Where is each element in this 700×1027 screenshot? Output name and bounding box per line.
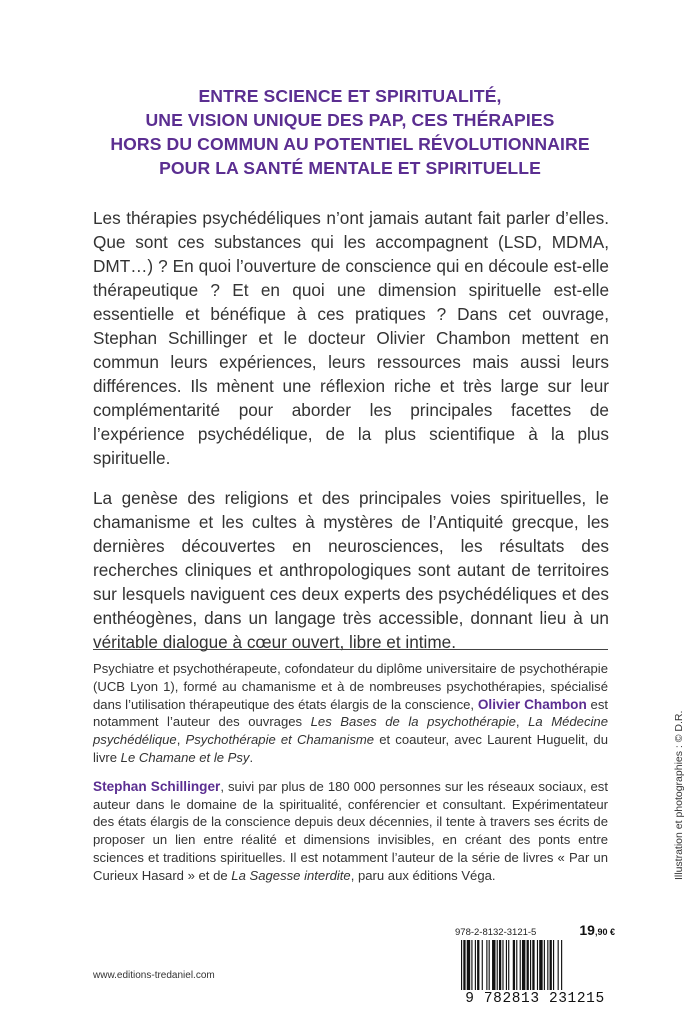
- barcode-bar: [482, 940, 483, 990]
- barcode-bar: [553, 940, 554, 990]
- book-title: La Sagesse interdite: [231, 867, 351, 883]
- isbn-price-row: [455, 922, 615, 938]
- synopsis-paragraph: Les thérapies psychédéliques n’ont jamais autant fait parler d’elles. Que sont ces substances qui les accompagnent (LSD, MDMA, DMT…) ? En quoi l’ouverture de conscience qui en découle est-elle thérapeutique ? Et en quoi une dimension spirituelle est-elle essentielle et bénéfique à ces pratiques ? Dans cet ouvrage, Stephan Schillinger et le docteur Olivier Chambon mettent en commun leurs expériences, leurs ressources mais aussi leurs différences. Ils mènent une réflexion riche et très large sur leur complémentarité pour aborder les principales facettes de l’expérience psychédélique, de la plus scientifique à la plus spirituelle.: [93, 208, 609, 468]
- barcode-bar: [532, 940, 534, 990]
- barcode-bar: [497, 940, 498, 990]
- price: 19,90 €: [579, 922, 615, 938]
- book-title: Psychothérapie et Chamanisme: [185, 732, 375, 748]
- isbn: 978-2-8132-3121-5: [455, 927, 537, 938]
- barcode-bar: [550, 940, 552, 990]
- author-bio-stephan-schillinger: Stephan Schillinger, suivi par plus de 180 000 personnes sur les réseaux sociaux, est auteur dans le domaine de la spiritualité, conférencier et consultant. Expérimentateur des états élargis de la conscience depuis deux décennies, il tente à travers ses écrits de proposer un lien entre réalité et dimensions invisibles, en créant des ponts entre sciences et traditions spirituelles. Il est notamment l’auteur de la série de livres « Par un Curieux Hasard » et de La Sagesse interdite, paru aux éditions Véga.: [93, 778, 608, 883]
- barcode-bar: [539, 940, 542, 990]
- barcode-bar: [492, 940, 495, 990]
- author-name: Olivier Chambon: [477, 696, 587, 712]
- barcode-bar: [502, 940, 503, 990]
- barcode-bar: [486, 940, 487, 990]
- section-divider: [93, 649, 608, 650]
- barcode-digits: 9 782813 231215: [455, 990, 615, 1008]
- barcode-bar: [499, 940, 501, 990]
- barcode-bar: [537, 940, 538, 990]
- heading-line: ENTRE SCIENCE ET SPIRITUALITÉ,: [198, 86, 502, 106]
- barcode-bar: [547, 940, 548, 990]
- barcode-bar: [530, 940, 531, 990]
- barcode-bar: [477, 940, 479, 990]
- book-title: La Médecine psychédélique: [93, 714, 608, 748]
- barcode-bar: [527, 940, 529, 990]
- author-bios: [93, 660, 608, 896]
- barcode-bar: [467, 940, 470, 990]
- author-bio-olivier-chambon: Psychiatre et psychothérapeute, cofondateur du diplôme universitaire de psychothérapie (UCB Lyon 1), formé au chamanisme et à de nombreuses psychothérapies, spécialisé dans l’utilisation thérapeutique des états élargis de la conscience, Olivier Chambon est notamment l’auteur des ouvrages Les Bases de la psychothérapie, La Médecine psychédélique, Psychothérapie et Chamanisme et coauteur, avec Laurent Huguelit, du livre Le Chamane et le Psy.: [93, 661, 609, 765]
- barcode-bar: [544, 940, 545, 990]
- barcode-bar: [475, 940, 476, 990]
- barcode-bar: [558, 940, 559, 990]
- synopsis: [93, 206, 609, 670]
- barcode-bar: [506, 940, 507, 990]
- barcode-bar: [489, 940, 490, 990]
- author-name: Stephan Schillinger: [93, 778, 221, 794]
- heading-line: HORS DU COMMUN AU POTENTIEL RÉVOLUTIONNAIRE: [110, 134, 590, 154]
- barcode-bar: [508, 940, 509, 990]
- barcode-bar: [520, 940, 521, 990]
- book-title: Le Chamane et le Psy: [120, 749, 250, 765]
- barcode-bar: [516, 940, 517, 990]
- back-cover-heading: [60, 84, 640, 180]
- publisher-website: www.editions-tredaniel.com: [93, 970, 215, 981]
- book-title: Les Bases de la psychothérapie: [310, 714, 516, 730]
- barcode-bar: [471, 940, 472, 990]
- barcode-bar: [522, 940, 525, 990]
- heading-line: UNE VISION UNIQUE DES PAP, CES THÉRAPIES: [145, 110, 555, 130]
- synopsis-paragraph: La genèse des religions et des principales voies spirituelles, le chamanisme et les cultes à mystères de l’Antiquité grecque, les dernières découvertes en neurosciences, les résultats des recherches cliniques et anthropologiques sont autant de territoires sur lesquels naviguent ces deux experts des psychédéliques et des enthéogènes, dans un langage très accessible, donnant lieu à un véritable dialogue à cœur ouvert, libre et intime.: [93, 488, 609, 652]
- photo-credit: Illustration et photographies : © D.R.: [673, 710, 685, 880]
- heading-line: POUR LA SANTÉ MENTALE ET SPIRITUELLE: [159, 158, 541, 178]
